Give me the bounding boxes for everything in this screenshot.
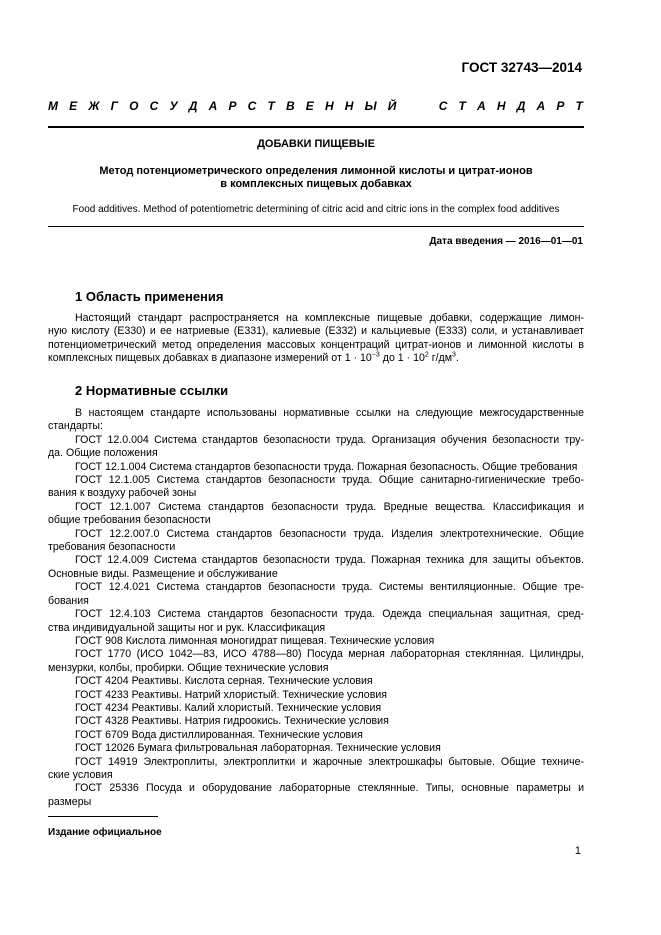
banner-letter: Н: [496, 99, 506, 113]
reference-line: ГОСТ 12.4.103 Система стандартов безопасности труда. Одежда специальная защитная, сред-: [75, 608, 584, 621]
banner-letter: Ы: [364, 99, 377, 113]
reference-line: ГОСТ 12.4.009 Система стандартов безопасности труда. Пожарная техника для защиты объектов.: [75, 554, 584, 567]
edition-label: Издание официальное: [48, 827, 162, 838]
reference-line: ГОСТ 12.2.007.0 Система стандартов безопасности труда. Изделия электротехнические. Общие: [75, 527, 584, 540]
reference-line: ГОСТ 12.1.004 Система стандартов безопасности труда. Пожарная безопасность. Общие требования: [75, 460, 578, 473]
banner-letter: В: [285, 99, 295, 113]
banner-letter: Д: [188, 99, 198, 113]
banner-letter: Р: [228, 99, 237, 113]
banner-letter: Ж: [88, 99, 100, 113]
banner-letter: Д: [516, 99, 526, 113]
banner-letter: Т: [267, 99, 275, 113]
reference-line: ГОСТ 25336 Посуда и оборудование лабораторные стеклянные. Типы, основные параметры и: [75, 782, 584, 795]
page-number: 1: [574, 845, 581, 857]
reference-line: ГОСТ 1770 (ИСО 1042—83, ИСО 4788—80) Посуда мерная лабораторная стеклянная. Цилиндры,: [75, 648, 584, 661]
reference-line: ГОСТ 4204 Реактивы. Кислота серная. Технические условия: [75, 675, 373, 688]
header-rule: [48, 126, 584, 128]
banner-letter: У: [169, 99, 178, 113]
reference-line: мензурки, колбы, пробирки. Общие технические условия: [48, 661, 329, 674]
banner-letter: Р: [556, 99, 565, 113]
section1-body: [48, 312, 584, 366]
reference-line: стандарты:: [48, 420, 103, 433]
section1-line-last: комплексных пищевых добавках в диапазоне измерений от $1 \cdot 10^{-3}$ до $1 \cdot 10^2$ $г/дм^3$.: [48, 351, 459, 365]
reference-line: бования: [48, 594, 89, 607]
banner-letter: Н: [324, 99, 334, 113]
section1-line: потенциометрический метод определения массовых концентраций цитрат-ионов и лимонной кислоты в: [48, 338, 584, 351]
reference-line: ГОСТ 12.1.007 Система стандартов безопасности труда. Вредные вещества. Классификация и: [75, 500, 584, 513]
banner-letter: Й: [387, 99, 397, 113]
reference-line: ства индивидуальной защиты ног и рук. Классификация: [48, 621, 326, 634]
reference-line: ГОСТ 4234 Реактивы. Калий хлористый. Технические условия: [75, 701, 382, 714]
reference-line: ГОСТ 4233 Реактивы. Натрий хлористый. Технические условия: [75, 688, 387, 701]
reference-line: ГОСТ 12.0.004 Система стандартов безопасности труда. Организация обучения безопасности тру-: [75, 433, 584, 446]
banner-letter: С: [247, 99, 257, 113]
section1-line: ную кислоту (Е330) и ее натриевые (Е331), калиевые (Е332) и кальциевые (Е333) соли, и устанавливает: [48, 325, 584, 338]
english-title: Food additives. Method of potentiometric determining of citric acid and citric ions in the complex food additives: [72, 204, 560, 215]
reference-line: ГОСТ 908 Кислота лимонная моногидрат пищевая. Технические условия: [75, 634, 435, 647]
banner-letter: Е: [69, 99, 78, 113]
reference-line: вания к воздуху рабочей зоны: [48, 487, 197, 500]
reference-line: ГОСТ 6709 Вода дистиллированная. Технические условия: [75, 728, 363, 741]
reference-line: ГОСТ 4328 Реактивы. Натрия гидроокись. Технические условия: [75, 715, 389, 728]
banner-letter: А: [208, 99, 218, 113]
reference-line: ские условия: [48, 768, 113, 781]
banner-letter: Т: [575, 99, 583, 113]
banner-letter: Е: [305, 99, 314, 113]
document-title: ДОБАВКИ ПИЩЕВЫЕ: [257, 138, 375, 150]
standard-type-banner: [48, 99, 583, 113]
banner-gap: [408, 99, 428, 113]
reference-line: В настоящем стандарте использованы нормативные ссылки на следующие межгосударственные: [75, 407, 584, 419]
reference-line: ГОСТ 12.1.005 Система стандартов безопасности труда. Общие санитарно-гигиенические требо-: [75, 474, 584, 487]
gost-code: ГОСТ 32743—2014: [461, 60, 582, 75]
reference-line: ГОСТ 14919 Электроплиты, электроплитки и жарочные электрошкафы бытовые. Общие техниче-: [75, 755, 584, 768]
banner-letter: О: [129, 99, 139, 113]
footer-rule: [48, 816, 158, 817]
banner-letter: А: [536, 99, 546, 113]
section1-heading: 1 Область применения: [75, 289, 224, 304]
reference-line: ГОСТ 12026 Бумага фильтровальная лабораторная. Технические условия: [75, 742, 441, 755]
section2-heading: 2 Нормативные ссылки: [75, 383, 229, 398]
reference-line: ГОСТ 12.4.021 Система стандартов безопасности труда. Системы вентиляционные. Общие тре-: [75, 581, 584, 594]
introduction-date: Дата введения — 2016—01—01: [429, 236, 583, 247]
banner-letter: Г: [110, 99, 118, 113]
banner-letter: М: [48, 99, 58, 113]
title-rule: [48, 226, 584, 227]
reference-line: требования безопасности: [48, 541, 176, 554]
section1-line: Настоящий стандарт распространяется на комплексные пищевые добавки, содержащие лимон-: [75, 312, 584, 324]
banner-letter: Н: [344, 99, 354, 113]
reference-line: да. Общие положения: [48, 447, 158, 460]
banner-letter: А: [477, 99, 486, 113]
banner-letter: С: [149, 99, 159, 113]
reference-line: размеры: [48, 795, 92, 808]
banner-letter: Т: [458, 99, 466, 113]
banner-letter: С: [438, 99, 448, 113]
document-subtitle-line1: Метод потенциометрического определения лимонной кислоты и цитрат-ионов: [99, 165, 533, 177]
reference-line: Основные виды. Размещение и обслуживание: [48, 567, 278, 580]
section2-body: [48, 407, 584, 809]
reference-line: общие требования безопасности: [48, 514, 211, 527]
document-subtitle-line2: в комплексных пищевых добавках: [220, 178, 412, 190]
